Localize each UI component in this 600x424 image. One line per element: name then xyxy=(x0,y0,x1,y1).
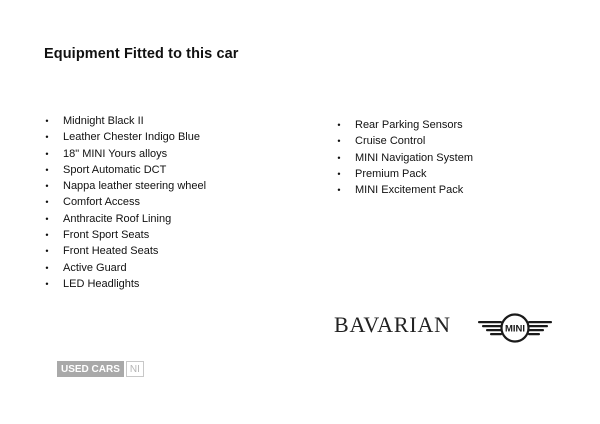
list-item xyxy=(44,146,206,162)
list-item xyxy=(336,133,473,149)
bullet-icon: • xyxy=(45,230,49,241)
list-item xyxy=(44,194,206,210)
list-item-label: LED Headlights xyxy=(63,277,140,290)
list-item xyxy=(336,150,473,166)
ni-label: NI xyxy=(126,361,144,377)
mini-logo-icon xyxy=(476,312,554,344)
list-item-label: Rear Parking Sensors xyxy=(355,119,463,131)
list-item xyxy=(44,162,206,178)
mini-logo-text: MINI xyxy=(504,323,526,335)
bullet-icon: • xyxy=(45,262,49,273)
mini-wing-left-icon xyxy=(478,321,502,335)
list-item-label: Cruise Control xyxy=(355,135,426,148)
mini-wing-right-icon xyxy=(528,321,552,335)
list-item-label: Nappa leather steering wheel xyxy=(63,180,207,193)
list-item-label: Front Heated Seats xyxy=(63,245,159,258)
bullet-icon: • xyxy=(45,246,49,257)
bullet-icon: • xyxy=(45,132,49,143)
list-item xyxy=(336,166,473,182)
used-cars-ni-logo xyxy=(57,361,144,377)
list-item xyxy=(44,178,206,194)
bullet-icon: • xyxy=(45,197,49,208)
list-item xyxy=(336,117,473,133)
bullet-icon: • xyxy=(337,185,341,196)
list-item xyxy=(336,182,473,198)
bullet-icon: • xyxy=(337,168,341,179)
list-item-label: MINI Navigation System xyxy=(355,151,473,164)
used-cars-label: USED CARS xyxy=(57,361,124,377)
list-item-label: Front Sport Seats xyxy=(63,229,150,242)
list-item xyxy=(44,227,206,243)
list-item-label: Premium Pack xyxy=(355,167,427,180)
list-item xyxy=(44,129,206,145)
bullet-icon: • xyxy=(337,152,341,163)
list-item-label: MINI Excitement Pack xyxy=(355,184,464,197)
list-item xyxy=(44,260,206,276)
list-item-label: Anthracite Roof Lining xyxy=(63,212,172,225)
bullet-icon: • xyxy=(337,120,341,130)
list-item xyxy=(44,211,206,227)
bullet-icon: • xyxy=(45,164,49,175)
bullet-icon: • xyxy=(45,148,49,159)
bullet-icon: • xyxy=(45,181,49,192)
bullet-icon: • xyxy=(45,213,49,224)
list-item-label: Midnight Black II xyxy=(63,115,144,127)
bullet-icon: • xyxy=(45,278,49,289)
list-item xyxy=(44,113,206,129)
list-item xyxy=(44,243,206,259)
list-item-label: Active Guard xyxy=(63,261,127,274)
equipment-list-right xyxy=(336,117,473,198)
list-item-label: Sport Automatic DCT xyxy=(63,163,167,176)
equipment-title: Equipment Fitted to this car xyxy=(44,46,239,62)
equipment-list-left xyxy=(44,113,206,292)
list-item-label: Leather Chester Indigo Blue xyxy=(63,131,200,144)
bullet-icon: • xyxy=(337,136,341,147)
bavarian-logo: BAVARIAN xyxy=(334,312,451,337)
list-item-label: 18" MINI Yours alloys xyxy=(63,147,168,160)
bullet-icon: • xyxy=(45,116,49,126)
list-item-label: Comfort Access xyxy=(63,196,141,209)
list-item xyxy=(44,276,206,292)
